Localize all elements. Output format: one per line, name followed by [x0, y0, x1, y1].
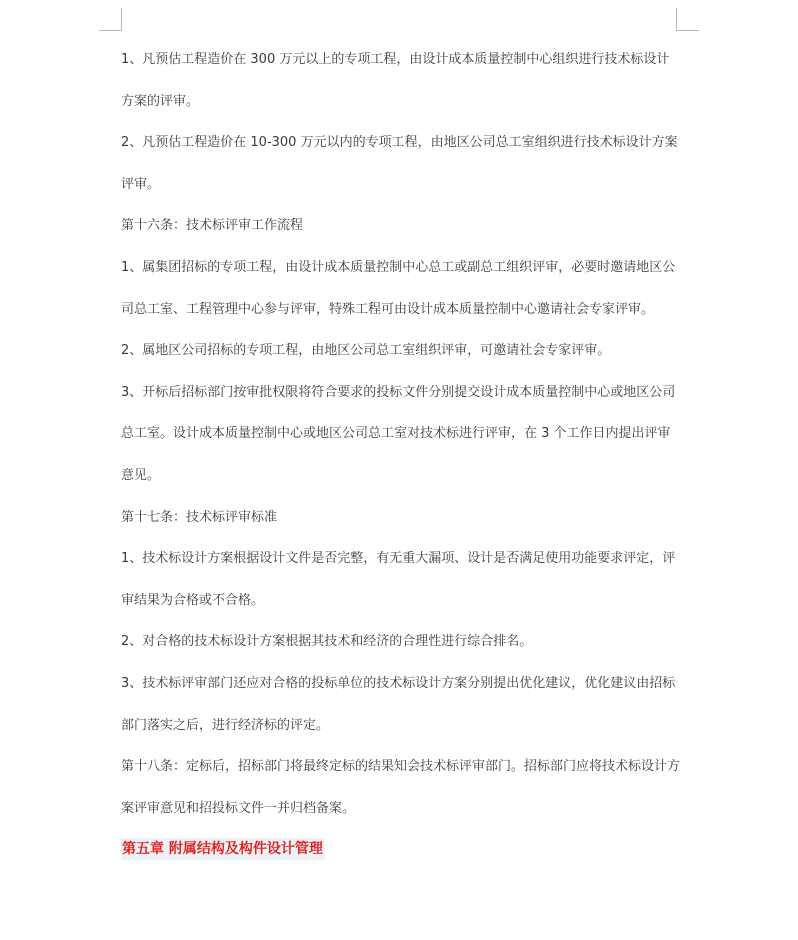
crop-mark-top-left: [99, 8, 122, 31]
article-heading: 第十六条：技术标评审工作流程: [121, 218, 304, 234]
paragraph: 1、属集团招标的专项工程，由设计成本质量控制中心总工或副总工组织评审，必要时邀请地区公司总工室、工程管理中心参与评审，特殊工程可由设计成本质量控制中心邀请社会专家评审。: [121, 259, 676, 317]
paragraph: 3、技术标评审部门还应对合格的投标单位的技术标设计方案分别提出优化建议，优化建议由招标部门落实之后，进行经济标的评定。: [121, 675, 676, 733]
article-heading: 第十七条：技术标评审标准: [121, 509, 278, 525]
paragraph: 2、凡预估工程造价在 10-300 万元以内的专项工程，由地区公司总工室组织进行技术标设计方案评审。: [121, 135, 678, 192]
paragraph: 2、属地区公司招标的专项工程，由地区公司总工室组织评审，可邀请社会专家评审。: [121, 343, 611, 359]
document-body[interactable]: [121, 39, 681, 871]
chapter-heading: 第五章 附属结构及构件设计管理: [121, 838, 325, 860]
paragraph: 1、技术标设计方案根据设计文件是否完整，有无重大漏项、设计是否满足使用功能要求评定，评审结果为合格或不合格。: [121, 551, 676, 608]
paragraph: 2、对合格的技术标设计方案根据其技术和经济的合理性进行综合排名。: [121, 634, 533, 650]
chapter-heading-line: [121, 829, 681, 871]
paragraph: 第十八条：定标后，招标部门将最终定标的结果知会技术标评审部门。招标部门应将技术标设计方案评审意见和招投标文件一并归档备案。: [121, 759, 681, 816]
crop-mark-top-right: [676, 8, 699, 31]
paragraph: 1、凡预估工程造价在 300 万元以上的专项工程，由设计成本质量控制中心组织进行技术标设计方案的评审。: [121, 52, 670, 109]
paragraph: 3、开标后招标部门按审批权限将符合要求的投标文件分别提交设计成本质量控制中心或地区公司总工室。设计成本质量控制中心或地区公司总工室对技术标进行评审，在 3 个工作日内提出评审意见。: [121, 384, 676, 483]
